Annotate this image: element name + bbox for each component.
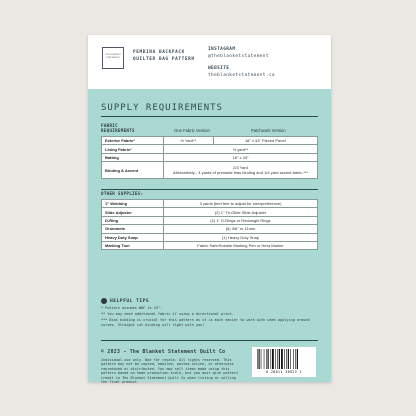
title-divider xyxy=(101,116,318,117)
other-supplies-table xyxy=(101,199,318,250)
row-value: 18" x 43" xyxy=(164,153,318,161)
pattern-title xyxy=(133,49,195,63)
fabric-section xyxy=(101,123,318,179)
brand-logo: THE BLANKET STATEMENT xyxy=(102,47,124,69)
row-label: Grommets xyxy=(102,225,164,233)
other-supplies-section xyxy=(101,191,318,250)
tips-heading xyxy=(101,298,318,304)
table-row xyxy=(102,208,318,216)
row-value: (2) 1" Tri-Glide Slide Adjuster xyxy=(164,208,318,216)
helpful-tips xyxy=(101,298,318,327)
row-label: Marking Tool xyxy=(102,241,164,249)
tip-item: * Pattern assumes WOF is 43". xyxy=(101,305,163,310)
tips-heading-text: HELPFUL TIPS xyxy=(110,298,150,304)
row-label: Heavy Duty Snap xyxy=(102,233,164,241)
barcode xyxy=(252,347,316,377)
website-label: WEBSITE xyxy=(208,66,230,72)
tip-item: ** You may need additional fabric if using a directional print. xyxy=(101,311,234,316)
instagram-label: INSTAGRAM xyxy=(208,47,236,52)
row-value xyxy=(164,162,318,179)
table-row xyxy=(102,241,318,249)
section-divider xyxy=(101,189,318,190)
barcode-bars xyxy=(256,349,312,370)
copyright: © 2023 - The Blanket Statement Quilt Co xyxy=(101,350,226,355)
fabric-table xyxy=(101,136,318,179)
table-row xyxy=(102,225,318,233)
footer-divider xyxy=(101,340,318,341)
row-value: 18" x 43" Pieced Panel xyxy=(213,137,317,145)
row-label: D-Ring xyxy=(102,216,164,224)
supply-requirements-title: SUPPLY REQUIREMENTS xyxy=(101,103,223,113)
contact-block xyxy=(208,47,275,79)
col-head-patchwork: Patchwork Version xyxy=(251,128,286,133)
row-label: Binding & Accent xyxy=(102,162,164,179)
binding-amount: 2/3 Yard xyxy=(233,165,248,171)
table-row xyxy=(102,216,318,224)
row-label: Exterior Fabric* xyxy=(102,137,164,145)
pattern-title-line1: PEMBINA BACKPACK xyxy=(133,50,185,55)
barcode-number: 6 28011 36922 2 xyxy=(266,370,302,374)
row-label: Slide Adjuster xyxy=(102,208,164,216)
row-label: Batting xyxy=(102,153,164,161)
fabric-heading-line2: REQUIREMENTS xyxy=(101,128,135,133)
table-row xyxy=(102,233,318,241)
row-value: (6) 3/8" or 11mm xyxy=(164,225,318,233)
lightbulb-icon xyxy=(101,298,107,304)
row-value: 3 yards (feel free to adjust for size/preference) xyxy=(164,200,318,208)
fabric-heading-line1: FABRIC xyxy=(101,123,118,128)
table-row xyxy=(102,162,318,179)
row-label: Lining Fabric* xyxy=(102,145,164,153)
row-value: ½ Yard** xyxy=(164,137,214,145)
legal-notice: Individual use only. Not for resale. All rights reserved. This pattern may not be copied, emailed, posted online, or otherwise reproduced or distributed. You may sell items made using this pattern based on home production scale, but you must give pattern credit to The Blanket Statement Quilt Co when listing or selling the final product. xyxy=(101,358,238,385)
row-value: (2) 1" D-Rings or Rectangle Rings xyxy=(164,216,318,224)
tip-item: *** Bias binding is crucial for this pattern as it is much easier to work with when applying around curves. Straight cut binding will fight with you! xyxy=(101,317,310,327)
instagram-handle: @theblanketstatement xyxy=(208,53,269,59)
table-row xyxy=(102,153,318,161)
table-row xyxy=(102,145,318,153)
card-header xyxy=(88,35,331,89)
pattern-back-card xyxy=(88,35,331,385)
pattern-title-line2: QUILTED BAG PATTERN xyxy=(133,57,195,62)
row-value: (1) Heavy Duty Snap xyxy=(164,233,318,241)
row-label: 1" Webbing xyxy=(102,200,164,208)
table-row xyxy=(102,200,318,208)
table-row xyxy=(102,137,318,145)
binding-note: Alternatively - 4 yards of premade bias binding and 1/4 yard accent fabric.*** xyxy=(172,170,309,176)
row-value: Fabric Safe/Soluble Marking Pen or Hera Marker xyxy=(164,241,318,249)
row-value: ½ yard** xyxy=(164,145,318,153)
other-supplies-heading: OTHER SUPPLIES: xyxy=(101,191,144,196)
website-url: theblanketstatement.ca xyxy=(208,72,275,78)
col-head-one-fabric: One Fabric Version xyxy=(174,128,210,133)
